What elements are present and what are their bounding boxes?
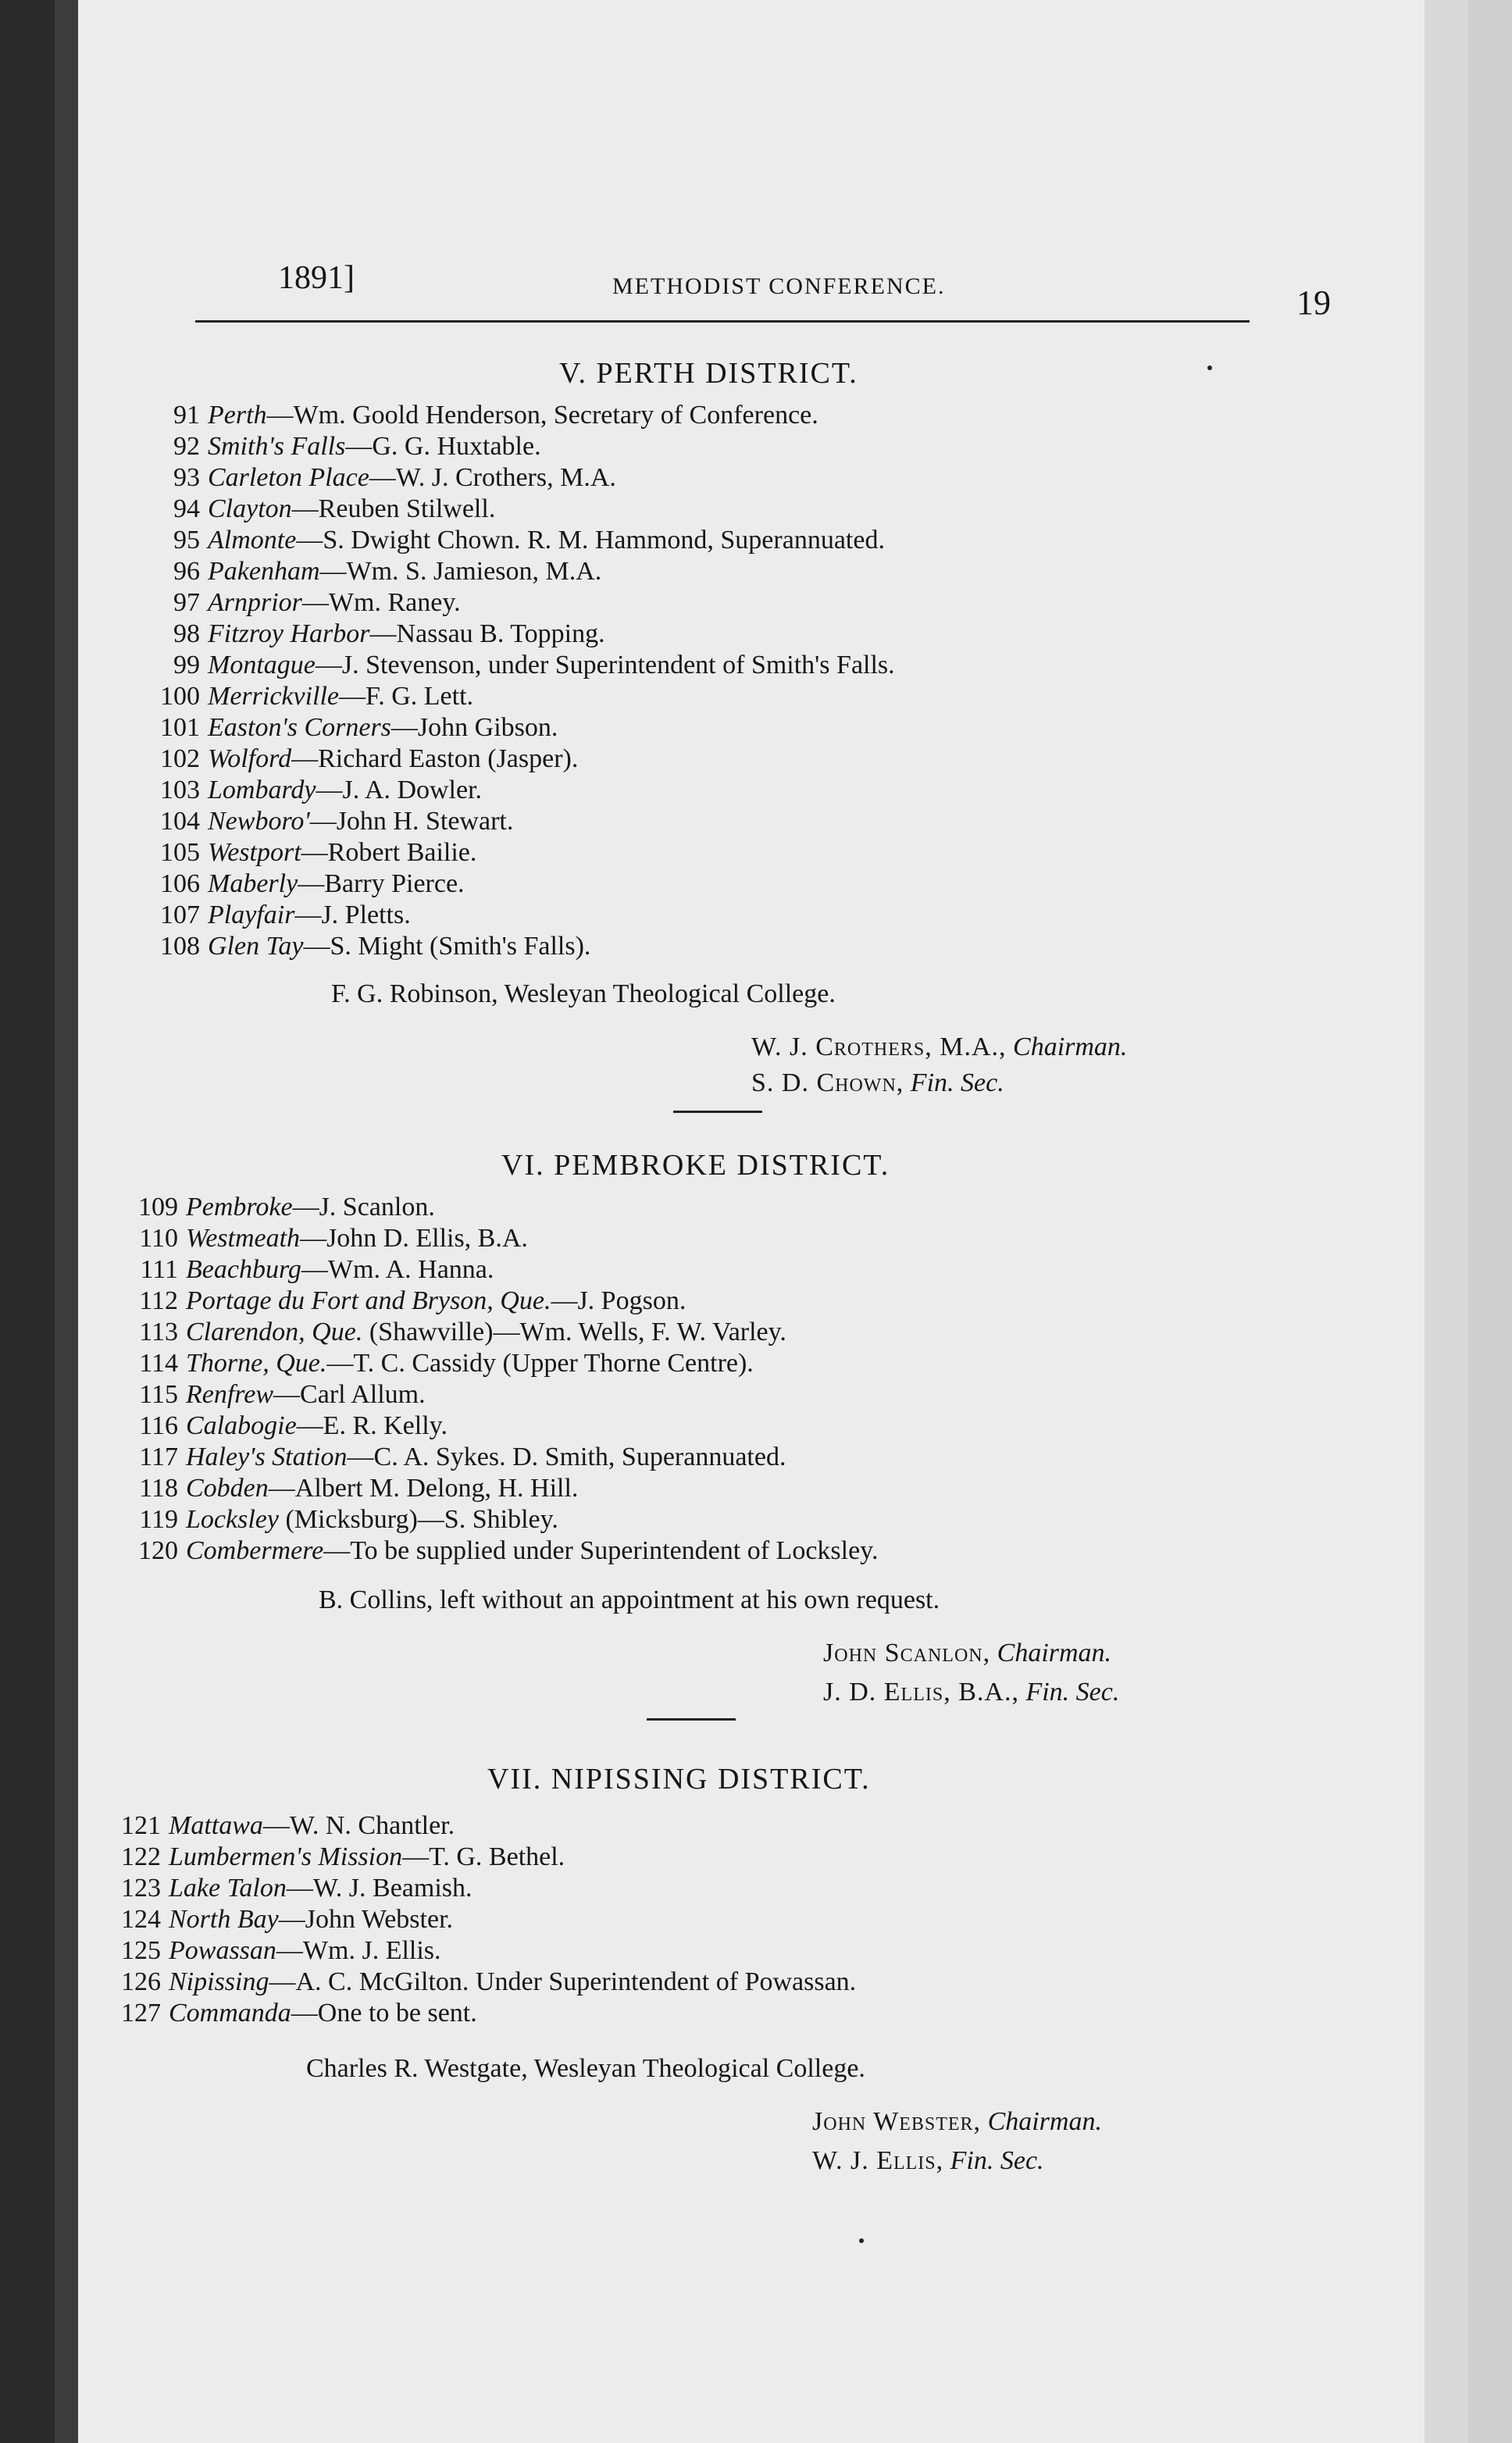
perth-entries	[153, 400, 895, 962]
chairman-name: W. J. Crothers, M.A.,	[751, 1032, 1007, 1061]
entry-number: 100	[160, 682, 200, 711]
entry-number: 103	[160, 776, 200, 804]
appointment-entry	[153, 556, 895, 587]
appointment-text: —Reuben Stilwell.	[291, 494, 496, 523]
secretary-name: W. J. Ellis,	[812, 2146, 944, 2175]
circuit-name: Clarendon, Que.	[186, 1318, 363, 1346]
secretary-role: Fin. Sec.	[950, 2146, 1044, 2175]
circuit-name: Nipissing	[169, 1967, 269, 1996]
circuit-name: Wolford	[208, 744, 292, 773]
appointment-entry	[131, 1317, 878, 1348]
entry-number: 92	[173, 432, 200, 461]
appointment-entry	[114, 1904, 856, 1935]
appointment-text: —A. C. McGilton. Under Superintendent of Powassan.	[269, 1967, 857, 1996]
entry-number: 123	[121, 1874, 161, 1903]
nipissing-entries	[114, 1810, 856, 2029]
appointment-text: —J. Stevenson, under Superintendent of Smith's Falls.	[315, 651, 895, 679]
circuit-name: Commanda	[169, 1999, 291, 2028]
chairman-role: Chairman.	[997, 1639, 1112, 1667]
district-title-perth: V. PERTH DISTRICT.	[559, 357, 858, 390]
circuit-name: Almonte	[208, 526, 297, 555]
appointment-entry	[131, 1192, 878, 1223]
chairman-role: Chairman.	[1013, 1032, 1128, 1061]
appointment-entry	[114, 1873, 856, 1904]
appointment-text: —John Webster.	[278, 1905, 454, 1934]
circuit-name: Glen Tay	[208, 932, 304, 961]
appointment-text: —J. Pletts.	[294, 901, 411, 929]
entry-number: 127	[121, 1999, 161, 2028]
appointment-text: —Carl Allum.	[273, 1380, 426, 1409]
circuit-name: Powassan	[169, 1936, 276, 1965]
appointment-entry	[131, 1535, 878, 1567]
appointment-text: —John H. Stewart.	[309, 807, 514, 836]
secretary-name: J. D. Ellis, B.A.,	[823, 1678, 1019, 1707]
entry-number: 99	[173, 651, 200, 679]
appointment-entry	[153, 462, 895, 494]
entry-number: 119	[139, 1505, 178, 1534]
chairman-signature	[751, 1032, 1127, 1062]
appointment-entry	[114, 1998, 856, 2029]
appointment-text: —S. Might (Smith's Falls).	[303, 932, 591, 961]
appointment-text: —Wm. S. Jamieson, M.A.	[319, 557, 602, 586]
circuit-name: Mattawa	[169, 1811, 263, 1840]
appointment-entry	[114, 1842, 856, 1873]
circuit-name: Portage du Fort and Bryson, Que.	[186, 1286, 551, 1315]
appointment-entry	[153, 931, 895, 962]
appointment-text: —S. Dwight Chown. R. M. Hammond, Superannuated.	[296, 526, 885, 555]
circuit-name: Merrickville	[208, 682, 340, 711]
appointment-text: —To be supplied under Superintendent of Locksley.	[323, 1536, 879, 1565]
appointment-text: —W. J. Beamish.	[286, 1874, 472, 1903]
appointment-text: —E. R. Kelly.	[296, 1411, 448, 1440]
appointment-text: —W. N. Chantler.	[262, 1811, 455, 1840]
appointment-entry	[153, 431, 895, 462]
appointment-entry	[153, 868, 895, 900]
appointment-text: —Wm. A. Hanna.	[301, 1255, 494, 1284]
entry-number: 102	[160, 744, 200, 773]
appointment-entry	[131, 1411, 878, 1442]
appointment-text: —Wm. Raney.	[301, 588, 461, 617]
secretary-role: Fin. Sec.	[910, 1068, 1004, 1097]
circuit-name: Carleton Place	[208, 463, 369, 492]
speck	[859, 2238, 864, 2243]
circuit-name: Lake Talon	[169, 1874, 287, 1903]
entry-number: 93	[173, 463, 200, 492]
secretary-signature	[751, 1068, 1004, 1098]
entry-number: 110	[139, 1224, 178, 1253]
entry-number: 104	[160, 807, 200, 836]
circuit-name: Lombardy	[208, 776, 316, 804]
appointment-entry	[114, 1935, 856, 1967]
book-spine	[0, 0, 78, 2443]
circuit-name: Smith's Falls	[208, 432, 346, 461]
appointment-text: —J. Scanlon.	[292, 1193, 435, 1222]
circuit-name: Calabogie	[186, 1411, 297, 1440]
entry-number: 120	[138, 1536, 178, 1565]
circuit-name: Locksley	[186, 1505, 279, 1534]
circuit-name: Pembroke	[186, 1193, 293, 1222]
appointment-text: —J. A. Dowler.	[316, 776, 483, 804]
appointment-entry	[153, 712, 895, 744]
appointment-entry	[153, 587, 895, 619]
appointment-text: —Albert M. Delong, H. Hill.	[268, 1474, 579, 1503]
district-title-nipissing: VII. NIPISSING DISTRICT.	[487, 1763, 871, 1796]
appointment-entry	[131, 1223, 878, 1254]
appointment-entry	[114, 1810, 856, 1842]
appointment-entry	[131, 1473, 878, 1504]
entry-number: 125	[121, 1936, 161, 1965]
entry-number: 106	[160, 869, 200, 898]
entry-number: 121	[121, 1811, 161, 1840]
appointment-text: (Micksburg)—S. Shibley.	[278, 1505, 558, 1534]
header-rule	[195, 320, 1250, 323]
appointment-entry	[153, 681, 895, 712]
appointment-entry	[153, 525, 895, 556]
circuit-name: Renfrew	[186, 1380, 274, 1409]
appointment-text: —T. G. Bethel.	[402, 1842, 565, 1871]
secretary-name: S. D. Chown,	[751, 1068, 904, 1097]
circuit-name: Fitzroy Harbor	[208, 619, 370, 648]
circuit-name: Perth	[208, 401, 267, 430]
appointment-text: —W. J. Crothers, M.A.	[369, 463, 616, 492]
speck	[1207, 366, 1212, 370]
district-note: Charles R. Westgate, Wesleyan Theological College.	[306, 2054, 865, 2083]
appointment-entry	[153, 400, 895, 431]
circuit-name: Thorne, Que.	[186, 1349, 327, 1378]
chairman-signature	[812, 2107, 1102, 2137]
chairman-name: John Webster,	[812, 2107, 982, 2136]
entry-number: 126	[121, 1967, 161, 1996]
running-head: METHODIST CONFERENCE.	[612, 273, 946, 299]
entry-number: 114	[139, 1349, 178, 1378]
appointment-entry	[114, 1967, 856, 1998]
entry-number: 98	[173, 619, 200, 648]
entry-number: 116	[139, 1411, 178, 1440]
appointment-text: —One to be sent.	[291, 1999, 477, 2028]
appointment-text: —Wm. J. Ellis.	[276, 1936, 441, 1965]
appointment-entry	[131, 1442, 878, 1473]
circuit-name: Montague	[208, 651, 316, 679]
circuit-name: Westmeath	[186, 1224, 301, 1253]
entry-number: 107	[160, 901, 200, 929]
circuit-name: Pakenham	[208, 557, 320, 586]
appointment-entry	[131, 1254, 878, 1286]
entry-number: 91	[173, 401, 200, 430]
entry-number: 111	[140, 1255, 178, 1284]
circuit-name: Haley's Station	[186, 1443, 348, 1471]
circuit-name: Easton's Corners	[208, 713, 391, 742]
appointment-entry	[153, 744, 895, 775]
entry-number: 115	[139, 1380, 178, 1409]
chairman-name: John Scanlon,	[823, 1639, 991, 1667]
appointment-entry	[153, 494, 895, 525]
entry-number: 105	[160, 838, 200, 867]
appointment-text: —Barry Pierce.	[298, 869, 465, 898]
entry-number: 124	[121, 1905, 161, 1934]
section-divider	[647, 1718, 736, 1721]
entry-number: 113	[139, 1318, 178, 1346]
appointment-entry	[131, 1286, 878, 1317]
entry-number: 96	[173, 557, 200, 586]
chairman-signature	[823, 1639, 1111, 1668]
circuit-name: Maberly	[208, 869, 298, 898]
entry-number: 95	[173, 526, 200, 555]
appointment-text: —Nassau B. Topping.	[369, 619, 605, 648]
chairman-role: Chairman.	[987, 2107, 1102, 2136]
page-edge	[1425, 0, 1468, 2443]
entry-number: 109	[138, 1193, 178, 1222]
appointment-entry	[153, 900, 895, 931]
appointment-entry	[131, 1504, 878, 1535]
secretary-signature	[812, 2146, 1044, 2176]
secretary-signature	[823, 1678, 1119, 1707]
section-divider	[673, 1111, 762, 1113]
circuit-name: Beachburg	[186, 1255, 301, 1284]
entry-number: 118	[139, 1474, 178, 1503]
appointment-text: —F. G. Lett.	[339, 682, 474, 711]
entry-number: 117	[139, 1443, 178, 1471]
appointment-entry	[153, 650, 895, 681]
appointment-entry	[131, 1379, 878, 1411]
appointment-text: —T. C. Cassidy (Upper Thorne Centre).	[326, 1349, 754, 1378]
entry-number: 112	[139, 1286, 178, 1315]
appointment-text: —J. Pogson.	[551, 1286, 686, 1315]
appointment-entry	[131, 1348, 878, 1379]
appointment-text: —John D. Ellis, B.A.	[300, 1224, 528, 1253]
appointment-text: —Richard Easton (Jasper).	[291, 744, 579, 773]
appointment-entry	[153, 619, 895, 650]
entry-number: 94	[173, 494, 200, 523]
circuit-name: Newboro'	[208, 807, 310, 836]
pembroke-entries	[131, 1192, 878, 1567]
appointment-entry	[153, 837, 895, 868]
district-note: B. Collins, left without an appointment at his own request.	[319, 1585, 940, 1614]
circuit-name: Arnprior	[208, 588, 302, 617]
appointment-entry	[153, 806, 895, 837]
circuit-name: Clayton	[208, 494, 292, 523]
district-title-pembroke: VI. PEMBROKE DISTRICT.	[501, 1149, 890, 1182]
district-note: F. G. Robinson, Wesleyan Theological College.	[331, 979, 836, 1008]
circuit-name: Cobden	[186, 1474, 269, 1503]
circuit-name: Combermere	[186, 1536, 324, 1565]
header-year: 1891]	[278, 260, 355, 296]
appointment-text: —John Gibson.	[390, 713, 558, 742]
page-number: 19	[1296, 284, 1331, 322]
entry-number: 97	[173, 588, 200, 617]
circuit-name: Lumbermen's Mission	[169, 1842, 403, 1871]
appointment-entry	[153, 775, 895, 806]
entry-number: 122	[121, 1842, 161, 1871]
appointment-text: —Robert Bailie.	[301, 838, 477, 867]
appointment-text: —G. G. Huxtable.	[345, 432, 541, 461]
entry-number: 101	[160, 713, 200, 742]
appointment-text: (Shawville)—Wm. Wells, F. W. Varley.	[362, 1318, 786, 1346]
circuit-name: Playfair	[208, 901, 295, 929]
circuit-name: Westport	[208, 838, 301, 867]
appointment-text: —Wm. Goold Henderson, Secretary of Conference.	[266, 401, 818, 430]
appointment-text: —C. A. Sykes. D. Smith, Superannuated.	[347, 1443, 786, 1471]
secretary-role: Fin. Sec.	[1025, 1678, 1120, 1707]
entry-number: 108	[160, 932, 200, 961]
circuit-name: North Bay	[169, 1905, 279, 1934]
